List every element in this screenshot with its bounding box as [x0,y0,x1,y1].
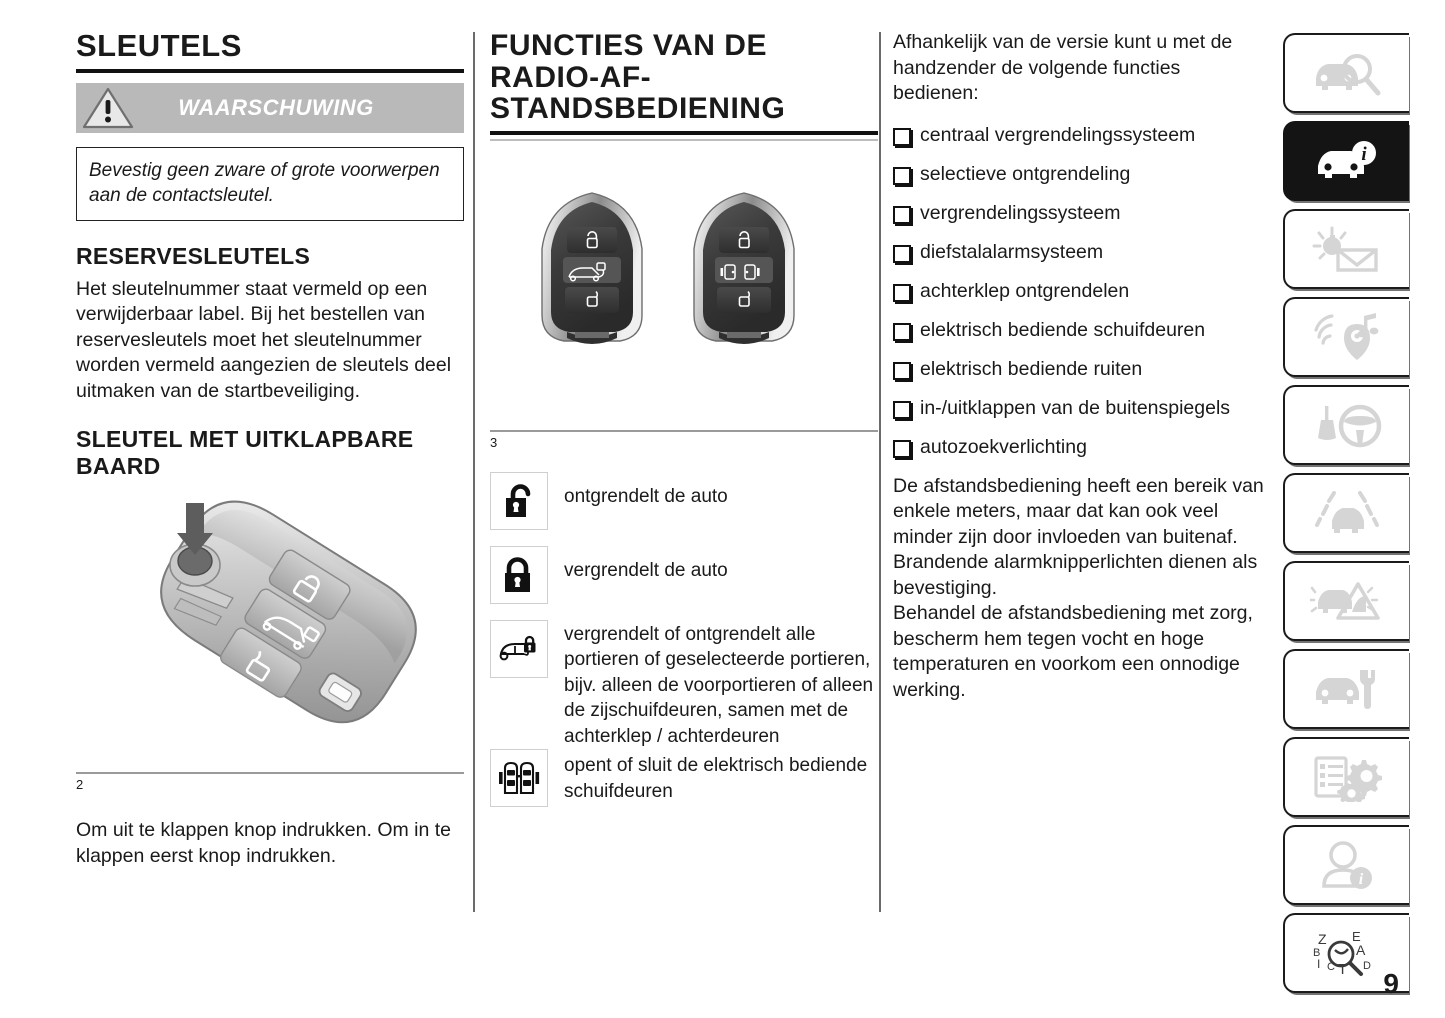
square-bullet-icon [893,362,911,380]
remote-title-rule [490,131,878,135]
square-bullet-icon [893,206,911,224]
feature-label: elektrisch bediende ruiten [920,357,1143,380]
tab-infotainment[interactable] [1283,297,1409,377]
svg-text:T: T [1338,961,1348,978]
square-bullet-icon [893,167,911,185]
list-item [893,162,1268,187]
list-item [893,318,1268,343]
infotainment-navigation-icon [1310,312,1384,362]
page-title: SLEUTELS [76,28,242,63]
alphabetical-index-icon [1305,928,1389,978]
legend-label: vergrendelt of ontgrendelt alle portieren of geselecteerde portieren, bijv. alleen de voorportieren of alleen de zijschuifdeuren, samen met de achterklep / achterdeuren [564,623,874,747]
remote-legend [490,472,878,808]
list-item [893,357,1268,382]
feature-label: in-/uitklappen van de buitenspiegels [920,396,1231,419]
feature-label: achterklep ontgrendelen [920,279,1130,302]
column-middle [490,30,878,823]
user-info-icon [1310,840,1384,890]
tab-driving-aids[interactable] [1283,473,1409,553]
list-item [893,240,1268,265]
list-item [893,435,1268,460]
warning-banner [76,83,464,133]
two-smart-key-remotes-illustration [519,181,849,381]
warning-triangle-icon [82,86,134,130]
column-divider-1 [473,32,475,912]
svg-text:Z: Z [1318,931,1327,947]
tab-warnings[interactable] [1283,561,1409,641]
figure-number-2: 2 [76,777,84,793]
square-bullet-icon [893,440,911,458]
tab-maintenance[interactable] [1283,649,1409,729]
square-bullet-icon [893,401,911,419]
feature-label: elektrisch bediende schuifdeuren [920,318,1206,341]
text-hazard-lights: Brandende alarmknipperlichten dienen als bevestiging. [893,551,1258,599]
car-with-lock-icon [490,620,548,678]
figure-number-3: 3 [490,434,498,450]
warning-breakdown-icon [1310,576,1384,626]
title-rule [76,69,464,73]
legend-row [490,749,878,807]
text-care: Behandel de afstandsbediening met zorg, bescherm hem tegen vocht en hoge temperaturen en voorkom een onnodige werking. [893,602,1253,701]
figure-rule-remotes [490,430,878,432]
tab-car-overview[interactable] [1283,33,1409,113]
warning-text-box [76,147,464,221]
figure-remotes [490,181,878,450]
square-bullet-icon [893,128,911,146]
square-bullet-icon [893,245,911,263]
padlock-closed-icon [490,546,548,604]
heading-flip-key: SLEUTEL MET UITKLAPBARE BAARD [76,426,414,479]
padlock-open-icon [490,472,548,530]
warning-label: WAARSCHUWING [178,94,374,120]
svg-text:i: i [1358,871,1364,888]
legend-label: vergrendelt de auto [564,559,728,581]
section-title-remote: FUNCTIES VAN DE RADIO-AF-STANDSBEDIENING [490,29,786,125]
technical-specs-gear-icon [1310,752,1384,802]
svg-text:i: i [1361,144,1367,165]
column-divider-2 [879,32,881,912]
feature-label: autozoekverlichting [920,435,1087,458]
feature-label: diefstalalarmsysteem [920,240,1104,263]
svg-text:B: B [1313,947,1321,959]
legend-row [490,546,878,604]
warning-text: Bevestig geen zware of grote voorwerpen aan de contactsleutel. [89,159,440,206]
svg-text:I: I [1317,957,1321,971]
page-number: 9 [1383,968,1399,999]
feature-list [893,123,1268,460]
remote-title-rule-light [490,139,878,141]
list-item [893,396,1268,421]
text-range: De afstandsbediening heeft een bereik van enkele meters, maar dat kan ook veel minder zijn door invloeden van buitenaf. [893,474,1264,548]
tab-technical-specs[interactable] [1283,737,1409,817]
maintenance-wrench-icon [1310,664,1384,714]
chapter-tab-rail [1283,33,1409,1001]
legend-row [490,472,878,530]
tab-comfort[interactable] [1283,209,1409,289]
legend-label: opent of sluit de elektrisch bediende schuifdeuren [564,755,868,802]
figure-rule [76,772,464,774]
driving-aids-lane-icon [1310,488,1384,538]
tab-car-info[interactable] [1283,121,1409,201]
text-intro: Afhankelijk van de versie kunt u met de handzender de volgende functies bedienen: [893,31,1233,104]
key-with-flip-blade-illustration [90,493,450,761]
list-item [893,279,1268,304]
square-bullet-icon [893,323,911,341]
feature-label: centraal vergrendelingssysteem [920,123,1196,146]
text-spare-keys: Het sleutelnummer staat vermeld op een verwijderbaar label. Bij het bestellen van reservesleutels moet het sleutelnummer worden vermeld aangezien de sleutels deel uitmaken van de startbeveiliging. [76,277,452,402]
text-flip-key: Om uit te klappen knop indrukken. Om in te klappen eerst knop indrukken. [76,819,452,867]
svg-text:D: D [1363,960,1371,972]
svg-text:C: C [1327,961,1335,973]
comfort-lighting-mail-icon [1310,224,1384,274]
feature-label: vergrendelingssysteem [920,201,1121,224]
tab-driving[interactable] [1283,385,1409,465]
svg-text:E: E [1352,929,1361,944]
legend-row [490,620,878,750]
column-left [76,30,464,869]
list-item [893,123,1268,148]
sliding-doors-icon [490,749,548,807]
car-overview-magnifier-icon [1310,48,1384,98]
svg-text:A: A [1356,942,1366,958]
heading-spare-keys: RESERVESLEUTELS [76,242,311,269]
square-bullet-icon [893,284,911,302]
feature-label: selectieve ontgrendeling [920,162,1131,185]
column-right [893,30,1268,703]
driving-steering-wheel-icon [1310,400,1384,450]
tab-user-info[interactable] [1283,825,1409,905]
legend-label: ontgrendelt de auto [564,485,728,507]
list-item [893,201,1268,226]
car-info-icon [1310,136,1384,186]
figure-flip-key [76,493,464,792]
